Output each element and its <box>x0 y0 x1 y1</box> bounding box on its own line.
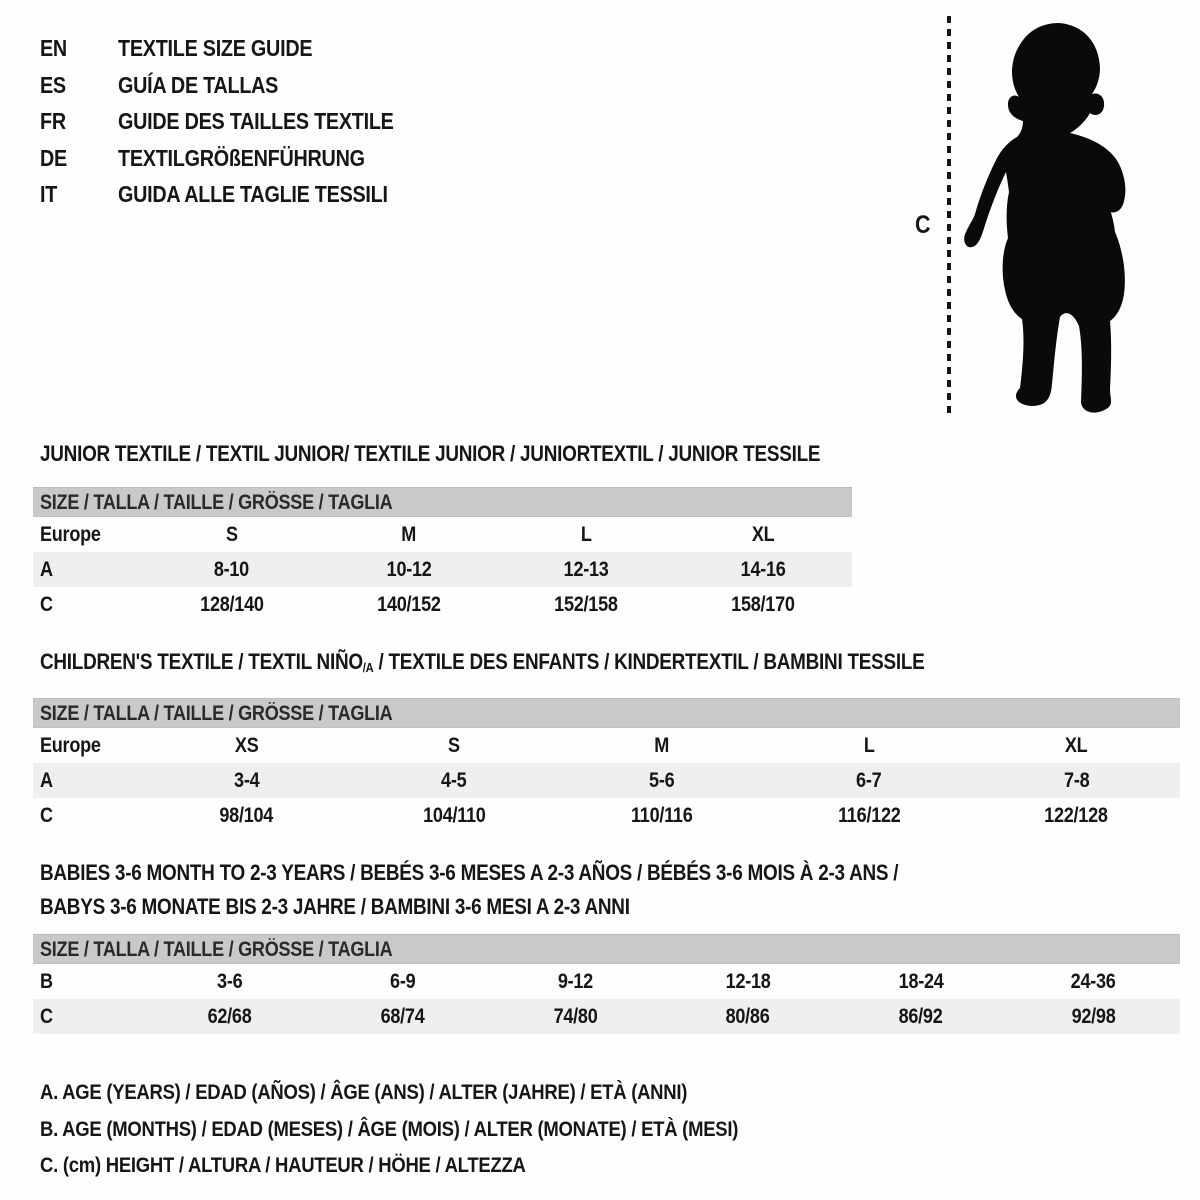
size-table <box>33 698 1180 833</box>
size-value: 74/80 <box>553 1005 598 1028</box>
section-title-line: BABIES 3-6 MONTH TO 2-3 YEARS / BEBÉS 3-6 MESES A 2-3 AÑOS / BÉBÉS 3-6 MOIS À 2-3 ANS / <box>40 860 899 885</box>
size-value: 6-9 <box>389 970 415 993</box>
row-label: B <box>40 970 53 993</box>
size-value: 128/140 <box>199 593 264 616</box>
table-row <box>33 517 852 552</box>
section-title-line: CHILDREN'S TEXTILE / TEXTIL NIÑO/A / TEXTILE DES ENFANTS / KINDERTEXTIL / BAMBINI TESSILE <box>40 649 925 675</box>
guide-title: TEXTILE SIZE GUIDE <box>118 35 313 61</box>
size-value: 12-18 <box>725 970 771 993</box>
height-measure-label: C <box>915 211 931 239</box>
size-value: S <box>225 523 238 546</box>
table-row <box>33 552 852 587</box>
legend-note: C. (cm) HEIGHT / ALTURA / HAUTEUR / HÖHE / ALTEZZA <box>40 1153 526 1177</box>
row-label: C <box>40 1005 53 1028</box>
toddler-silhouette <box>963 23 1143 421</box>
size-value: 5-6 <box>648 769 675 792</box>
size-value: L <box>863 734 875 757</box>
size-value: 86/92 <box>898 1005 943 1028</box>
table-row <box>33 587 852 622</box>
section-title <box>33 437 947 471</box>
size-value: 68/74 <box>380 1005 425 1028</box>
language-title-list <box>40 30 439 213</box>
section-childrens-textile <box>33 645 1180 833</box>
language-entry <box>40 30 439 67</box>
language-entry <box>40 67 439 104</box>
row-label: Europe <box>40 523 101 546</box>
size-value: 3-4 <box>234 769 260 792</box>
language-code: DE <box>40 144 67 171</box>
size-value: 122/128 <box>1044 804 1109 827</box>
section-title <box>33 645 1180 682</box>
size-value: S <box>448 734 461 757</box>
language-code: ES <box>40 71 66 98</box>
section-title <box>33 856 1180 924</box>
size-value: 24-36 <box>1071 970 1117 993</box>
table-row <box>33 798 1180 833</box>
size-value: XL <box>1065 734 1088 757</box>
size-value: 7-8 <box>1063 769 1089 792</box>
table-header: SIZE / TALLA / TAILLE / GRÖSSE / TAGLIA <box>33 698 1180 728</box>
language-code: EN <box>40 35 67 61</box>
section-babies-textile <box>33 856 1180 1034</box>
size-value: 80/86 <box>725 1005 770 1028</box>
row-label: A <box>40 769 53 792</box>
row-label: A <box>40 558 53 581</box>
language-entry <box>40 176 439 213</box>
size-value: 98/104 <box>219 804 274 827</box>
height-measure-dashed-line <box>947 16 951 414</box>
table-row <box>33 999 1180 1034</box>
row-label: C <box>40 593 53 616</box>
size-value: 140/152 <box>377 593 441 616</box>
section-junior-textile <box>33 437 947 622</box>
language-code: IT <box>40 181 58 207</box>
size-value: L <box>580 523 592 546</box>
size-value: M <box>654 734 669 757</box>
size-value: XL <box>752 523 775 546</box>
guide-title: GUIDA ALLE TAGLIE TESSILI <box>118 181 388 207</box>
size-value: 9-12 <box>557 970 593 993</box>
legend-notes <box>40 1074 852 1184</box>
size-value: 4-5 <box>441 769 467 792</box>
size-value: 8-10 <box>214 558 250 581</box>
table-header: SIZE / TALLA / TAILLE / GRÖSSE / TAGLIA <box>33 934 1180 964</box>
size-value: 12-13 <box>563 558 609 581</box>
table-row <box>33 964 1180 999</box>
guide-title: GUÍA DE TALLAS <box>118 71 279 98</box>
language-entry <box>40 140 439 177</box>
size-value: 3-6 <box>216 970 243 993</box>
language-code: FR <box>40 108 66 134</box>
legend-note: A. AGE (YEARS) / EDAD (AÑOS) / ÂGE (ANS) / ALTER (JAHRE) / ETÀ (ANNI) <box>40 1080 688 1104</box>
size-value: 152/158 <box>554 593 618 616</box>
size-value: M <box>401 523 417 546</box>
row-label: C <box>40 804 53 827</box>
size-value: 10-12 <box>386 558 432 581</box>
size-table <box>33 934 1180 1034</box>
size-value: 116/122 <box>837 804 901 827</box>
table-header: SIZE / TALLA / TAILLE / GRÖSSE / TAGLIA <box>33 487 852 517</box>
guide-title: TEXTILGRÖßENFÜHRUNG <box>118 144 365 171</box>
language-entry <box>40 103 439 140</box>
size-value: 92/98 <box>1071 1005 1116 1028</box>
table-row <box>33 728 1180 763</box>
section-title-line: BABYS 3-6 MONATE BIS 2-3 JAHRE / BAMBINI 3-6 MESI A 2-3 ANNI <box>40 894 630 919</box>
size-value: 158/170 <box>731 593 796 616</box>
size-value: 14-16 <box>740 558 786 581</box>
size-value: 6-7 <box>856 769 882 792</box>
section-title-line: JUNIOR TEXTILE / TEXTIL JUNIOR/ TEXTILE JUNIOR / JUNIORTEXTIL / JUNIOR TESSILE <box>40 441 821 466</box>
guide-title: GUIDE DES TAILLES TEXTILE <box>118 108 394 134</box>
row-label: Europe <box>40 734 101 757</box>
size-value: 104/110 <box>422 804 486 827</box>
size-value: 110/116 <box>630 804 693 827</box>
size-value: 62/68 <box>207 1005 252 1028</box>
table-row <box>33 763 1180 798</box>
size-value: 18-24 <box>898 970 944 993</box>
legend-note: B. AGE (MONTHS) / EDAD (MESES) / ÂGE (MOIS) / ALTER (MONATE) / ETÀ (MESI) <box>40 1116 739 1141</box>
size-value: XS <box>234 734 259 757</box>
size-table <box>33 487 852 622</box>
